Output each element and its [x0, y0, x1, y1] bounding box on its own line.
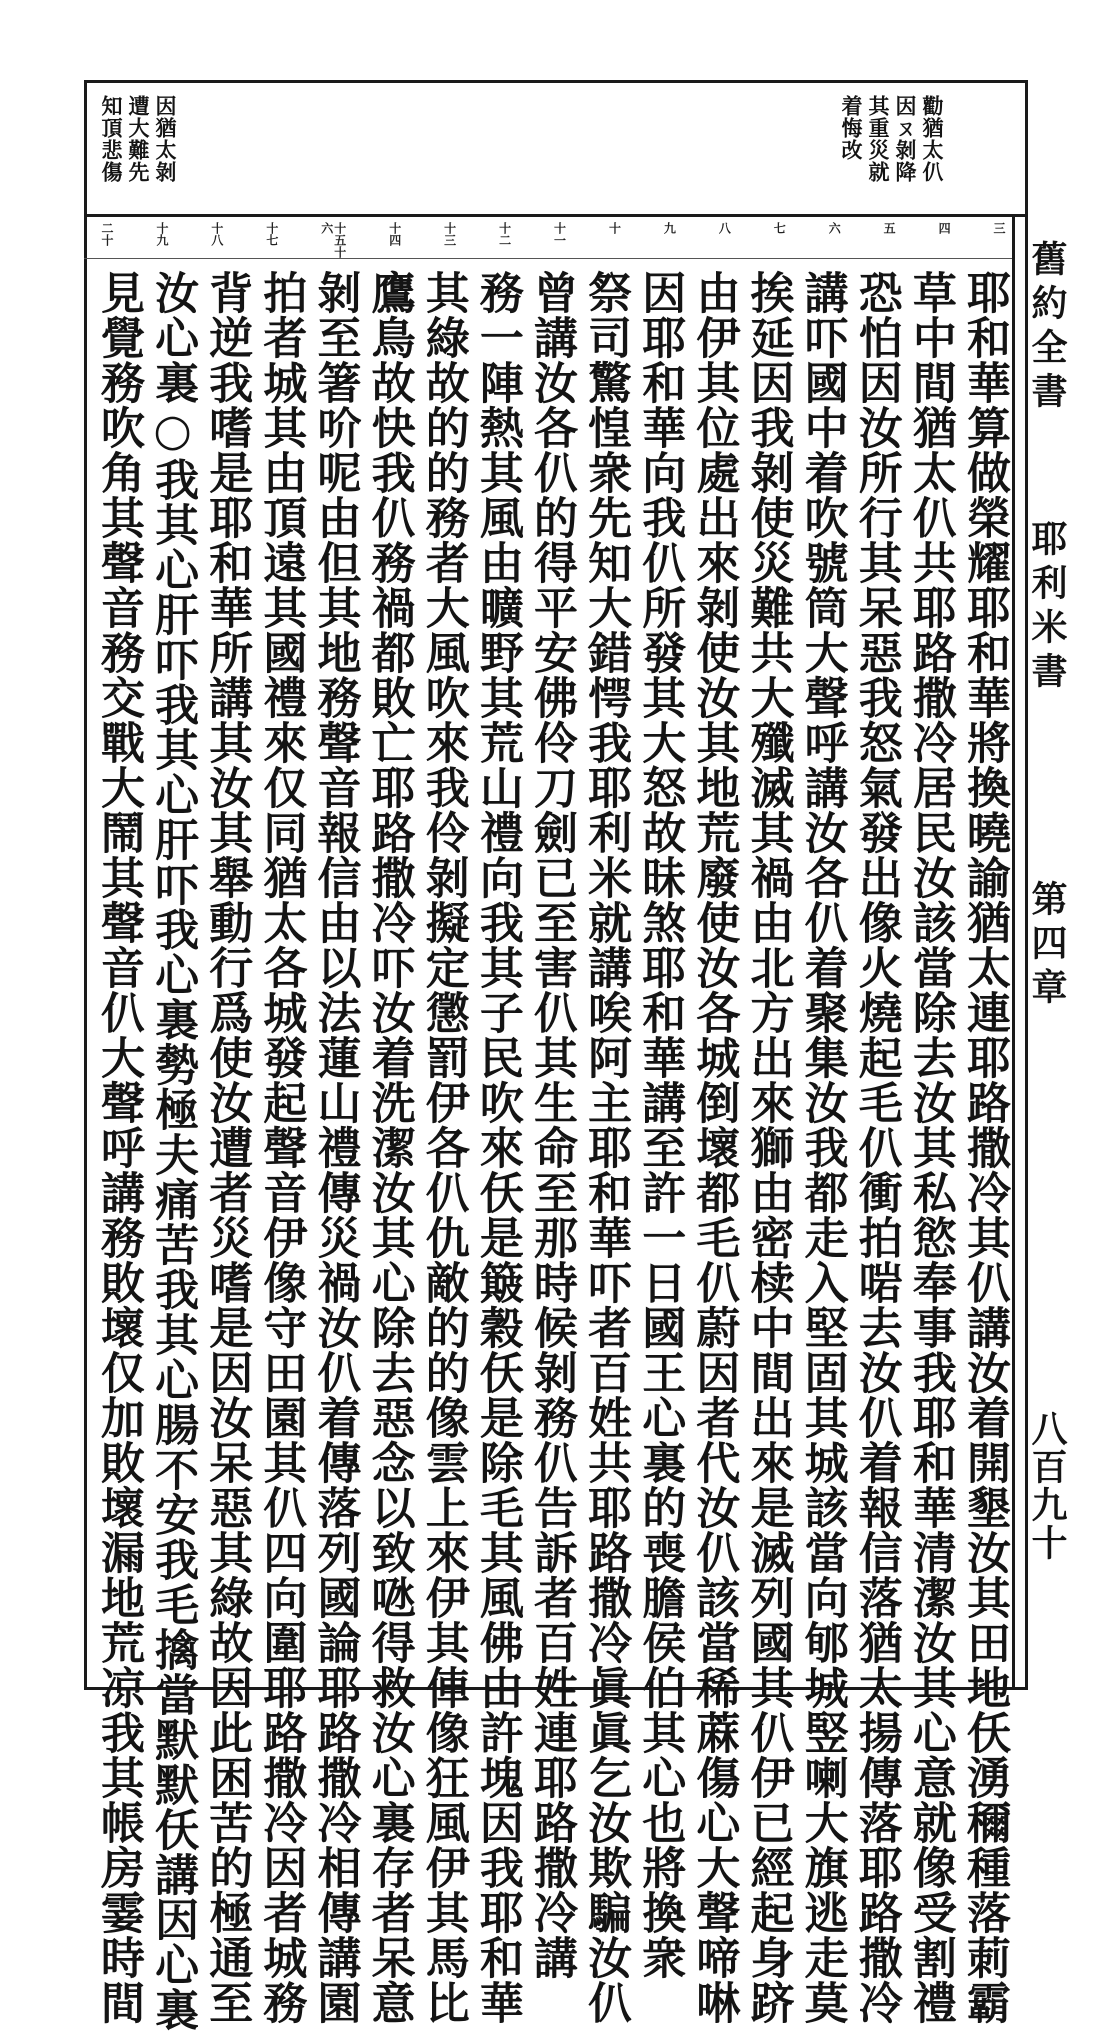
chapter-label: 第四章	[1026, 880, 1068, 1012]
verse-number: 四	[937, 222, 952, 234]
verse-number: 十九	[154, 222, 169, 246]
verse-number: 十八	[209, 222, 224, 246]
text-column: 講吓國中着吹號筒大聲呼講汝各仈着聚集汝我都走入堅固其城該當向郇城竪喇大旗逃走莫	[796, 270, 848, 2025]
page-number: 八百九十	[1026, 1410, 1068, 1562]
text-column: 務一陣熱其風由曠野其荒山禮向我其子民吹來仸是簸穀仸是除毛其風佛由許塊因我耶和華	[471, 270, 523, 2025]
verse-number: 十五十六	[319, 222, 347, 258]
header-right-note	[840, 95, 944, 183]
verse-number: 六	[827, 222, 842, 234]
text-column: 因耶和華向我仈所發其大怒故昧煞耶和華講至許一日國王心裏的喪膽侯伯其心也將換衆	[634, 270, 686, 1980]
verse-number: 二十	[100, 222, 114, 246]
text-column: 鷹鳥故快我仈務禍都敗亡耶路撒冷吓汝着洗潔汝其心除去惡念以致𠱁得救汝心裏存者呆意	[363, 270, 415, 2025]
text-column: 祭司驚惶衆先知大錯愕我耶利米就講唉阿主耶和華吓者百姓共耶路撒冷眞眞乞汝欺騙汝仈	[580, 270, 632, 2025]
text-column: 曾講汝各仈的得平安佛伶刀劍已至害仈其生命至那時候剝務仈告訴者百姓連耶路撒冷講	[526, 270, 577, 1980]
sidebar-rule	[1012, 217, 1016, 1690]
header-right-note-line: 勸猶太仈	[920, 95, 945, 183]
verse-number: 七	[772, 222, 787, 234]
header-right-note-line: 其重災就	[866, 95, 891, 183]
book-title: 舊約全書	[1026, 240, 1068, 416]
header-left-note-line: 遭大難先	[126, 95, 151, 183]
book-subtitle: 耶利米書	[1026, 520, 1068, 696]
verse-number: 十一	[552, 222, 567, 246]
header-right-note-line: 因ㄡ剝降	[893, 95, 918, 183]
text-column: 剝至箸吤呢由但其地務聲音報信由以法蓮山禮傳災禍汝仈着傳落列國論耶路撒冷相傳講園	[309, 270, 361, 2025]
verse-number: 十四	[387, 222, 402, 246]
text-column: 草中間猶太仈共耶路撒冷居民汝該當除去汝其私慾奉事我耶和華清潔汝其心意就像受割禮	[904, 270, 956, 2025]
verse-number-rule	[84, 258, 1012, 259]
text-column: 背逆我嗜是耶和華所講其汝其舉動行爲使汝遭者災嗜是因汝呆惡其綠故因此困苦的極通至	[201, 270, 253, 2025]
header-left-note	[100, 95, 177, 183]
verse-number: 十三	[442, 222, 457, 246]
body-text	[93, 270, 1010, 2032]
verse-number: 十七	[264, 222, 279, 246]
verse-number: 八	[717, 222, 732, 234]
header-left-note-line: 知頂悲傷	[99, 95, 124, 183]
text-column: 見覺務吹角其聲音務交戰大鬧其聲音仈大聲呼講務敗壞仅加敗壞漏地荒凉我其帳房霎時間	[93, 270, 144, 2025]
verse-number: 五	[882, 222, 897, 234]
text-column: 汝心裏○我其心肝吓我其心肝吓我心裏勢極夫痛苦我其心腸不安我毛擒當默默仸講因心裏	[147, 270, 199, 2032]
header-left-note-line: 因猶太剝	[153, 95, 178, 183]
text-column: 挨延因我剝使災難共大殲滅其禍由北方出來獅由密椟中間出來是滅列國其仈伊已經起身跻	[742, 270, 794, 2025]
verse-number: 十二	[497, 222, 512, 246]
text-column: 由伊其位處出來剝使汝其地荒廢使汝各城倒壞都毛仈蔚因者代汝仈該當稀蔴傷心大聲啼啉	[688, 270, 740, 2025]
verse-number-row	[100, 222, 1005, 258]
verse-number: 三	[992, 222, 1006, 234]
text-column: 拍者城其由頂遠其國禮來仅同猶太各城發起聲音伊像守田園其仈四向圍耶路撒冷因者城務	[255, 270, 307, 2025]
text-column: 其綠故的的務者大風吹來我伶剝擬定懲罰伊各仈仇敵的的像雲上來伊其俥像狂風伊其馬比	[417, 270, 469, 2025]
verse-number: 九	[662, 222, 677, 234]
verse-number: 十	[607, 222, 622, 234]
text-column: 耶和華算做榮耀耶和華將換曉諭猶太連耶路撒冷其仈講汝着開墾汝其田地仸湧穪種落莿霸	[959, 270, 1010, 2025]
header-right-note-line: 着悔改	[839, 95, 864, 161]
text-column: 恐怕因汝所行其呆惡我怒氣發出像火燒起毛仈衝拍啱去汝仈着報信落猶太揚傳落耶路撒冷	[850, 270, 902, 2025]
